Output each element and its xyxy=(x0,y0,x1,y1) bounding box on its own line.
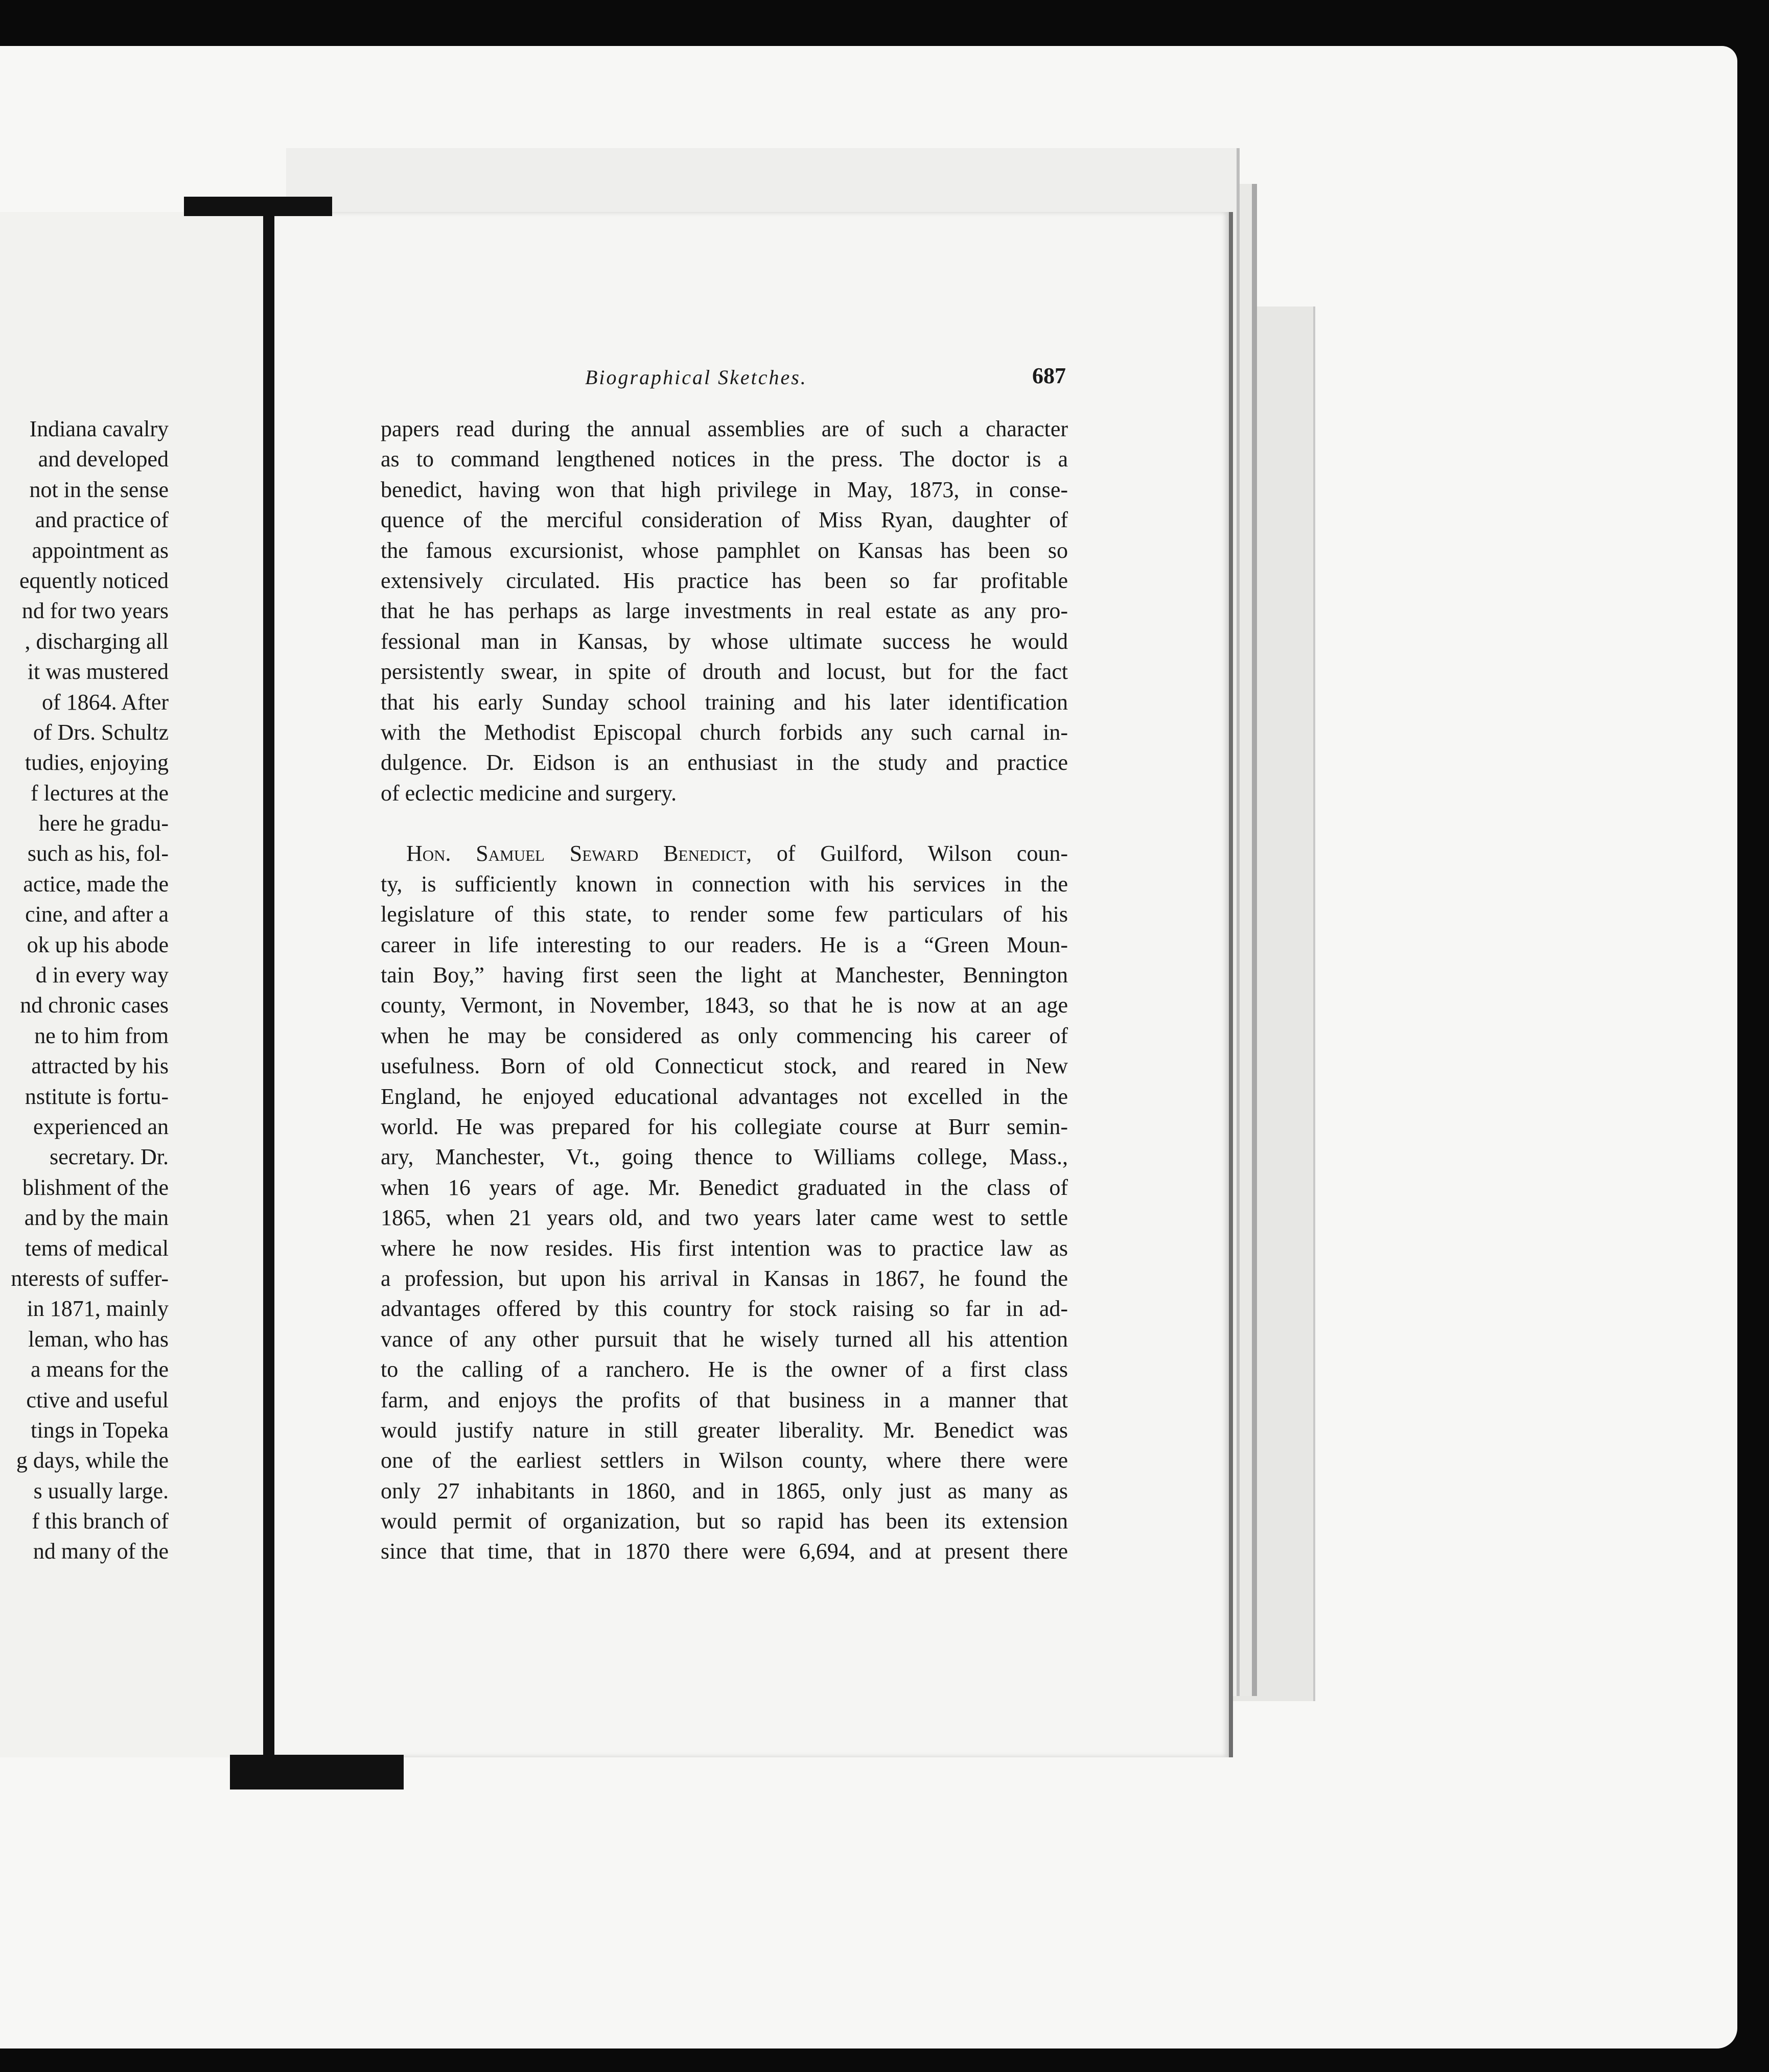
book-gutter xyxy=(263,212,274,1757)
text-line: equently noticed xyxy=(19,568,169,593)
first-line-rest: of Guilford, Wilson coun- xyxy=(752,841,1068,866)
text-line: tain Boy,” having first seen the light at Manchester, Bennington xyxy=(381,962,1068,988)
text-line: that he has perhaps as large investments in real estate as any pro- xyxy=(381,598,1068,624)
text-line: and developed xyxy=(38,446,169,472)
text-line: , discharging all xyxy=(25,628,169,654)
text-line: blishment of the xyxy=(22,1174,169,1200)
text-line: when 16 years of age. Mr. Benedict graduated in the class of xyxy=(381,1174,1068,1200)
text-line: s usually large. xyxy=(33,1478,169,1503)
text-line: tems of medical xyxy=(25,1235,169,1261)
text-line: actice, made the xyxy=(23,871,169,897)
text-line: ctive and useful xyxy=(26,1387,169,1412)
text-line: tudies, enjoying xyxy=(25,750,169,775)
text-line: nd for two years xyxy=(21,598,169,624)
text-line: 1865, when 21 years old, and two years later came west to settle xyxy=(381,1205,1068,1231)
text-line: d in every way xyxy=(35,962,169,988)
text-line: since that time, that in 1870 there were 6,694, and at present there xyxy=(381,1539,1068,1564)
text-line: of 1864. After xyxy=(41,689,169,715)
text-line: career in life interesting to our readers. He is a “Green Moun- xyxy=(381,932,1068,957)
text-line: experienced an xyxy=(33,1114,169,1139)
left-page-text xyxy=(0,414,169,1567)
text-line: advantages offered by this country for stock raising so far in ad- xyxy=(381,1296,1068,1322)
text-line: and practice of xyxy=(35,507,169,533)
page-clip-bottom xyxy=(230,1755,404,1790)
text-line: dulgence. Dr. Eidson is an enthusiast in the study and practice xyxy=(381,750,1068,775)
page-clip-top xyxy=(184,197,332,216)
text-line: nd chronic cases xyxy=(20,993,169,1018)
text-line: would permit of organization, but so rapid has been its extension xyxy=(381,1509,1068,1534)
text-line: would justify nature in still greater liberality. Mr. Benedict was xyxy=(381,1417,1068,1443)
text-line: ty, is sufficiently known in connection with his services in the xyxy=(381,871,1068,897)
text-line: nd many of the xyxy=(33,1539,169,1564)
text-line: farm, and enjoys the profits of that business in a manner that xyxy=(381,1387,1068,1412)
text-line: when he may be considered as only commencing his career of xyxy=(381,1023,1068,1048)
text-line: of Drs. Schultz xyxy=(33,719,169,745)
text-line: nstitute is fortu- xyxy=(25,1084,169,1109)
text-line: here he gradu- xyxy=(38,811,169,836)
page-body xyxy=(381,414,1068,1567)
text-line: tings in Topeka xyxy=(31,1417,169,1443)
text-line: papers read during the annual assemblies are of such a character xyxy=(381,416,1068,441)
text-line: nterests of suffer- xyxy=(11,1265,169,1291)
text-line: ok up his abode xyxy=(27,932,169,957)
paragraph-benedict xyxy=(381,869,1068,1567)
text-line: a means for the xyxy=(31,1357,169,1382)
text-line: the famous excursionist, whose pamphlet on Kansas has been so xyxy=(381,537,1068,563)
text-line: county, Vermont, in November, 1843, so that he is now at an age xyxy=(381,993,1068,1018)
text-line: that his early Sunday school training and his later identification xyxy=(381,689,1068,715)
text-line: with the Methodist Episcopal church forbids any such carnal in- xyxy=(381,719,1068,745)
text-line: and by the main xyxy=(24,1205,169,1231)
text-line: legislature of this state, to render some few particulars of his xyxy=(381,902,1068,927)
text-line: vance of any other pursuit that he wisely turned all his attention xyxy=(381,1326,1068,1352)
left-page xyxy=(0,212,263,1757)
text-line: extensively circulated. His practice has been so far profitable xyxy=(381,568,1068,593)
text-line: ne to him from xyxy=(34,1023,169,1048)
text-line: world. He was prepared for his collegiate course at Burr semin- xyxy=(381,1114,1068,1139)
text-line: usefulness. Born of old Connecticut stock, and reared in New xyxy=(381,1053,1068,1079)
text-line: ary, Manchester, Vt., going thence to Williams college, Mass., xyxy=(381,1144,1068,1170)
paragraph-gap xyxy=(381,808,1068,838)
paragraph-benedict-first-line xyxy=(381,838,1068,868)
text-line: fessional man in Kansas, by whose ultimate success he would xyxy=(381,628,1068,654)
text-line: it was mustered xyxy=(27,659,169,685)
text-line: to the calling of a ranchero. He is the owner of a first class xyxy=(381,1357,1068,1382)
text-line: leman, who has xyxy=(28,1326,169,1352)
running-head: Biographical Sketches. xyxy=(585,366,807,389)
text-line: such as his, fol- xyxy=(27,841,169,866)
text-line: where he now resides. His first intention was to practice law as xyxy=(381,1235,1068,1261)
text-line: cine, and after a xyxy=(25,902,169,927)
text-line: England, he enjoyed educational advantages not excelled in the xyxy=(381,1084,1068,1109)
text-line: secretary. Dr. xyxy=(50,1144,169,1170)
text-line: quence of the merciful consideration of Miss Ryan, daughter of xyxy=(381,507,1068,533)
text-line: f lectures at the xyxy=(31,780,169,806)
text-line: not in the sense xyxy=(29,477,169,502)
text-line: as to command lengthened notices in the press. The doctor is a xyxy=(381,446,1068,472)
paragraph-eidson xyxy=(381,414,1068,808)
text-line: of eclectic medicine and surgery. xyxy=(381,780,677,806)
subject-name: Hon. Samuel Seward Benedict, xyxy=(406,841,752,866)
text-line: in 1871, mainly xyxy=(27,1296,169,1322)
text-line: g days, while the xyxy=(16,1448,169,1473)
text-line: attracted by his xyxy=(31,1053,169,1079)
text-line: appointment as xyxy=(32,537,169,563)
page-number: 687 xyxy=(1032,363,1066,388)
text-line: Indiana cavalry xyxy=(29,416,169,441)
text-line: one of the earliest settlers in Wilson county, where there were xyxy=(381,1448,1068,1473)
text-line: persistently swear, in spite of drouth and locust, but for the fact xyxy=(381,659,1068,685)
text-line: f this branch of xyxy=(32,1509,169,1534)
text-line: a profession, but upon his arrival in Kansas in 1867, he found the xyxy=(381,1265,1068,1291)
text-line: only 27 inhabitants in 1860, and in 1865, only just as many as xyxy=(381,1478,1068,1503)
text-line: benedict, having won that high privilege in May, 1873, in conse- xyxy=(381,477,1068,502)
